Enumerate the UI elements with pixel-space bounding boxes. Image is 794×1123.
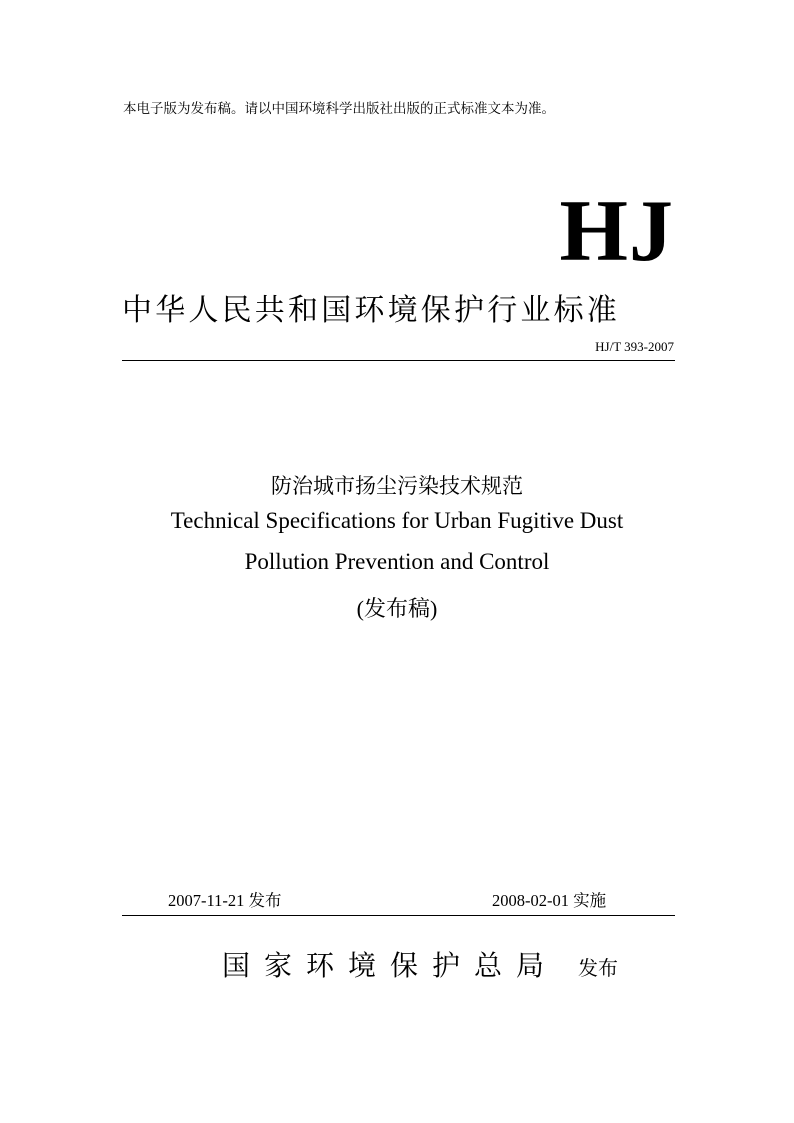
publish-label: 发布: [248, 891, 282, 910]
hj-logo-code: HJ: [559, 183, 674, 280]
standard-type: 中华人民共和国环境保护行业标准: [122, 293, 620, 328]
bottom-divider: [122, 915, 675, 916]
title-chinese: 防治城市扬尘污染技术规范: [271, 474, 523, 498]
effective-date: 2008-02-01: [492, 891, 569, 910]
draft-status: (发布稿): [356, 596, 438, 621]
top-divider: [122, 360, 675, 361]
publish-date: 2007-11-21: [168, 891, 245, 910]
effective-date-line: [492, 887, 606, 911]
issuer-name: 国家环境保护总局: [222, 949, 559, 982]
standard-number: HJ/T 393-2007: [595, 339, 674, 354]
title-english-line1: Technical Specifications for Urban Fugitive Dust: [170, 508, 624, 533]
title-english-line2: Pollution Prevention and Control: [244, 549, 550, 574]
publish-date-line: [168, 887, 282, 911]
issuer-action: 发布: [578, 956, 618, 980]
effective-label: 实施: [573, 891, 607, 910]
draft-notice: 本电子版为发布稿。请以中国环境科学出版社出版的正式标准文本为准。: [123, 101, 555, 117]
